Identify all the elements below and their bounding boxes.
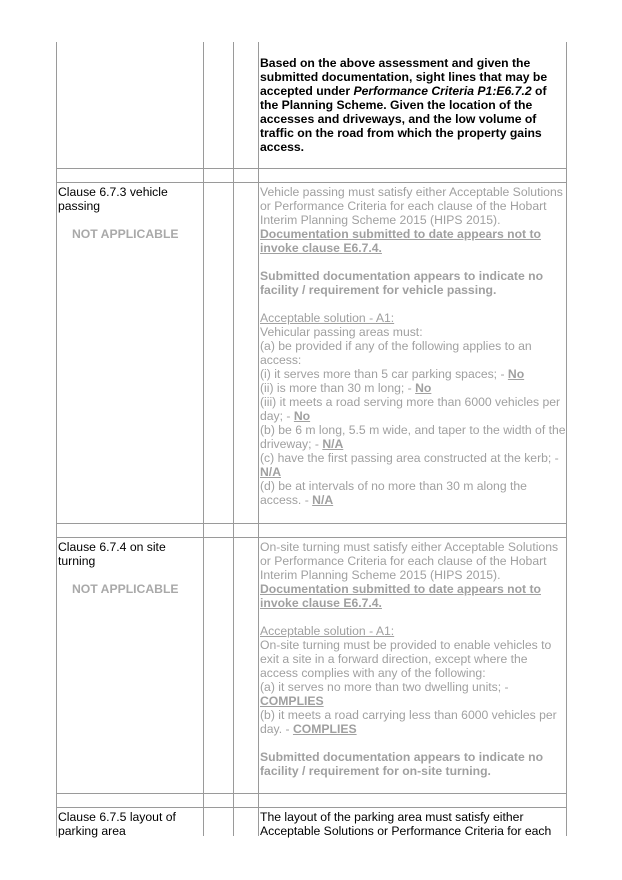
documentation-note: Documentation submitted to date appears not to invoke clause E6.7.4.: [260, 227, 542, 255]
documentation-note: Documentation submitted to date appears not to invoke clause E6.7.4.: [260, 582, 542, 610]
answer: N/A: [312, 493, 334, 507]
column-divider-1: [203, 42, 204, 836]
criterion-c: (c) have the first passing area constructed at the kerb; - N/A: [260, 451, 559, 479]
acceptable-solution-title: Acceptable solution - A1:: [260, 624, 395, 638]
clause-675-text: The layout of the parking area must satisfy either Acceptable Solutions or Performance Criteria for each: [260, 810, 552, 838]
clause-674-status: NOT APPLICABLE: [72, 582, 179, 596]
paragraph: On-site turning must be provided to enable vehicles to exit a site in a forward direction, except where the access complies with any of the following:: [260, 638, 552, 680]
assessment-table: [56, 42, 567, 836]
criterion-iii: (iii) it meets a road serving more than 6000 vehicles per day; - No: [260, 395, 561, 423]
acceptable-solution-title: Acceptable solution - A1:: [260, 311, 395, 325]
row-divider: [56, 182, 567, 183]
conclusion-text: Based on the above assessment and given the submitted documentation, sight lines that may be accepted under: [260, 56, 548, 98]
criterion-d: (d) be at intervals of no more than 30 m along the access. - N/A: [260, 479, 527, 507]
answer: No: [415, 381, 432, 395]
paragraph: Vehicle passing must satisfy either Acceptable Solutions or Performance Criteria for each clause of the Hobart Interim Planning Scheme 2015 (HIPS 2015).: [260, 185, 563, 227]
clause-673-label: Clause 6.7.3 vehicle passing: [58, 185, 168, 213]
paragraph: Vehicular passing areas must:: [260, 325, 423, 339]
criterion-b: (b) be 6 m long, 5.5 m wide, and taper to the width of the driveway; - N/A: [260, 423, 566, 451]
answer: No: [507, 367, 525, 381]
submitted-note: Submitted documentation appears to indicate no facility / requirement for vehicle passing.: [260, 269, 544, 297]
row-divider: [56, 537, 567, 538]
criterion-ii: (ii) is more than 30 m long; - No: [260, 381, 432, 395]
criterion-i: (i) it serves more than 5 car parking spaces; - No: [260, 367, 525, 381]
clause-675-label: Clause 6.7.5 layout of parking area: [58, 810, 176, 838]
criterion-a: (a) it serves no more than two dwelling units; - COMPLIES: [260, 680, 509, 708]
clause-673-text: [260, 185, 566, 507]
column-divider-3: [258, 42, 259, 836]
answer: COMPLIES: [260, 694, 324, 708]
clause-674-label: Clause 6.7.4 on site turning: [58, 540, 166, 568]
row-divider: [56, 793, 567, 794]
row-divider: [56, 523, 567, 524]
answer: N/A: [260, 465, 281, 479]
table-border-right: [566, 42, 567, 836]
answer: COMPLIES: [292, 722, 357, 736]
answer: N/A: [322, 437, 344, 451]
answer: No: [293, 409, 311, 423]
performance-criteria-ref: Performance Criteria P1:E6.7.2: [353, 84, 532, 98]
conclusion-text-2: of the Planning Scheme. Given the location of the accesses and driveways, and the low volume of traffic on the road from which the property gains access.: [260, 84, 547, 154]
row-divider: [56, 807, 567, 808]
table-border-left: [56, 42, 57, 836]
criterion-b: (b) it meets a road carrying less than 6000 vehicles per day. - COMPLIES: [260, 708, 557, 736]
clause-674-text: [260, 540, 566, 778]
submitted-note: Submitted documentation appears to indicate no facility / requirement for on-site turning.: [260, 750, 544, 778]
sight-lines-conclusion: [260, 56, 566, 154]
clause-673-status: NOT APPLICABLE: [72, 227, 179, 241]
paragraph: On-site turning must satisfy either Acceptable Solutions or Performance Criteria for each clause of the Hobart Interim Planning Scheme 2015 (HIPS 2015).: [260, 540, 559, 582]
column-divider-2: [233, 42, 234, 836]
row-divider: [56, 168, 567, 169]
paragraph: (a) be provided if any of the following applies to an access:: [260, 339, 532, 367]
